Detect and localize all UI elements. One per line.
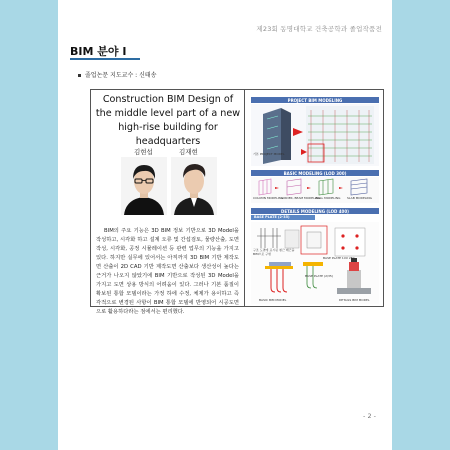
project-panel: [90, 89, 384, 315]
project-model-image: [251, 104, 379, 166]
caption-details-bim: DETAILS BIM MODEL: [339, 298, 370, 302]
bim-figure-panel: [245, 90, 384, 306]
caption-slab: SLAB MODELING: [347, 196, 372, 200]
caption-girder: GIRDER, BEAM MODELING: [281, 196, 321, 200]
project-title: Construction BIM Design of the middle level part of a new high-rise building for headquarters: [95, 94, 241, 147]
advisor-text: 졸업논문 지도교수 : 신태송: [85, 72, 157, 79]
section-title: BIM 분야 Ⅰ: [70, 45, 127, 58]
caption-base-plate-dim: BASE PLATE (2/35): [305, 274, 333, 278]
document-page: [58, 0, 392, 450]
student-photo-1: [121, 157, 167, 215]
caption-tower: 기본 PROJECT MODEL: [253, 152, 285, 156]
student-name-2: 김재현: [179, 148, 198, 156]
page-header: 제23회 동명대학교 건축공학과 졸업작품전: [256, 25, 382, 33]
caption-column: COLUMN MODELING: [253, 196, 284, 200]
figure-label-project: PROJECT BIM MODELING: [287, 97, 343, 103]
bullet-icon: [78, 74, 81, 77]
figure-label-base-plate: BASE PLATE (2-35): [254, 215, 290, 220]
details-model-image: [251, 222, 379, 304]
project-description: BIM의 주요 기능은 3D BIM 정보 기반으로 3D Model을 작성하고, 시각화 하고 설계 오류 및 간섭검토, 물량산출, 도면작성, 시각화, 공정 시뮬레이션 등 관련 업무의 기능을 가지고 있다. 하지만 실무에 있어서는 아직까지 3D BIM 기반 제작도면 산출이 2D CAD 기반 제작도면 산출보다 생산성이 높다는 근거가 나오지 않았기에 BIM 기반으로 작성된 3D Model을 가지고 도면 상용 방식의 어려움이 있다. 그러나 기본 품질이 확보된 통합 모델이라는 가정 하에 수정, 체제가 용이하고 즉각적으로 변경된 사항이 BIM 통합 모델에 반영되어 시공도면으로 활용하다라는 점에서는 편리했다.: [96, 228, 239, 315]
caption-wall: WALL MODELING: [315, 196, 341, 200]
figure-label-basic: BASIC MODELING (LOD 300): [283, 170, 347, 176]
caption-detail-note: 구조 도면에 표시된 철근 배근을 BIM으로 구현: [253, 248, 295, 256]
figure-label-details: DETAILS MODELING (LOD 400): [281, 208, 349, 214]
caption-basic-bim: BASIC BIM MODEL: [259, 298, 287, 302]
student-photo-2: [171, 157, 217, 215]
page-number: - 2 -: [363, 412, 376, 420]
student-name-1: 김현섭: [134, 148, 153, 156]
caption-base-plate-anchor: BASE PLATE 1XX 2EA: [323, 256, 355, 260]
section-underline: [70, 58, 140, 60]
advisor-line: [78, 70, 157, 79]
